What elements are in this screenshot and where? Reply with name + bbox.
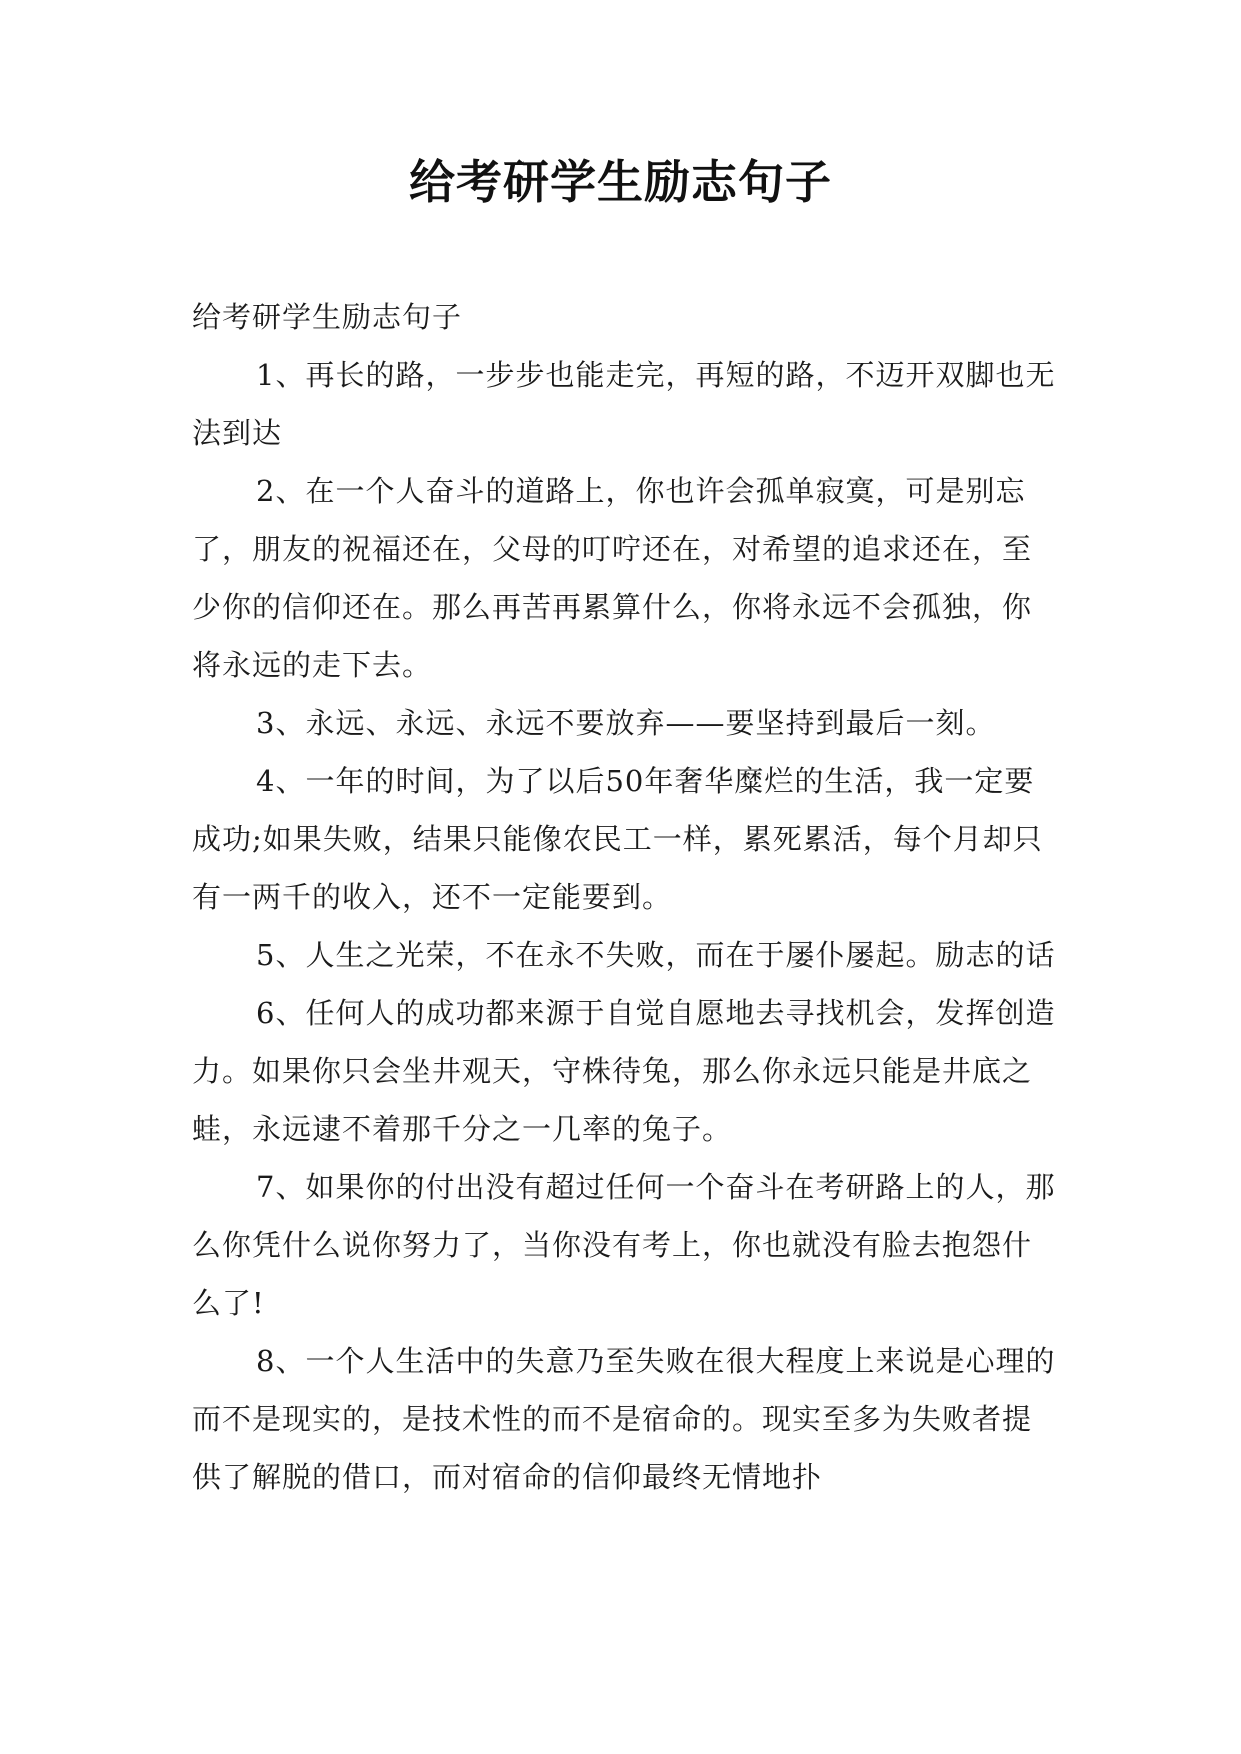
paragraph-1: 1、再长的路，一步步也能走完，再短的路，不迈开双脚也无法到达	[192, 358, 1056, 450]
paragraph-6: 6、任何人的成功都来源于自觉自愿地去寻找机会，发挥创造力。如果你只会坐井观天，守株待兔，那么你永远只能是井底之蛙，永远逮不着那千分之一几率的兔子。	[192, 996, 1056, 1146]
paragraph-5: 5、人生之光荣，不在永不失败，而在于屡仆屡起。励志的话	[256, 938, 1056, 972]
paragraph-7: 7、如果你的付出没有超过任何一个奋斗在考研路上的人，那么你凭什么说你努力了，当你没有考上，你也就没有脸去抱怨什么了!	[192, 1170, 1056, 1320]
document-body	[192, 288, 1056, 1506]
paragraph-2: 2、在一个人奋斗的道路上，你也许会孤单寂寞，可是别忘了，朋友的祝福还在，父母的叮咛还在，对希望的追求还在，至少你的信仰还在。那么再苦再累算什么，你将永远不会孤独，你将永远的走下去。	[192, 474, 1033, 682]
paragraph-8: 8、一个人生活中的失意乃至失败在很大程度上来说是心理的而不是现实的，是技术性的而不是宿命的。现实至多为失败者提供了解脱的借口，而对宿命的信仰最终无情地扑	[192, 1344, 1056, 1494]
paragraph-3: 3、永远、永远、永远不要放弃——要坚持到最后一刻。	[256, 706, 996, 740]
paragraph-4: 4、一年的时间，为了以后50年奢华糜烂的生活，我一定要成功;如果失败，结果只能像农民工一样，累死累活，每个月却只有一两千的收入，还不一定能要到。	[192, 764, 1043, 914]
document-title: 给考研学生励志句子	[409, 155, 832, 209]
document-subtitle: 给考研学生励志句子	[192, 300, 463, 334]
